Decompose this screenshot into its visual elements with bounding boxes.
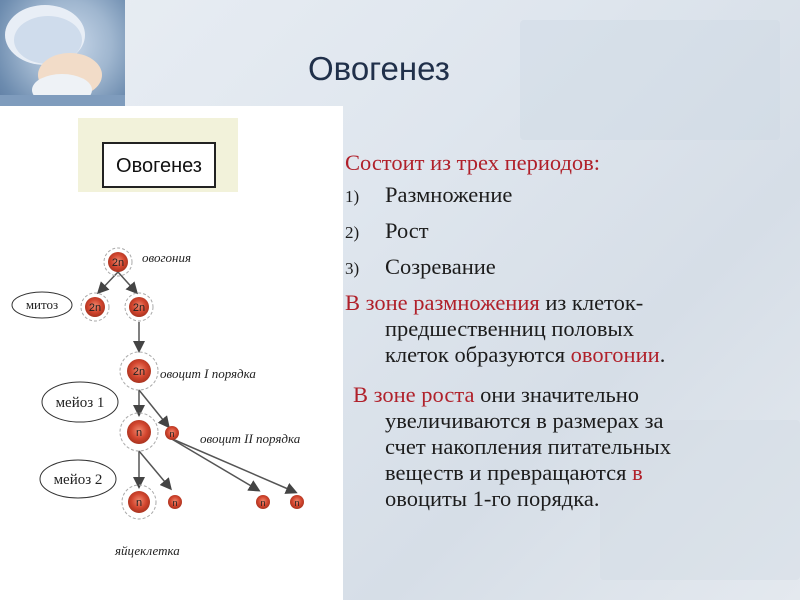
svg-text:2n: 2n	[111, 257, 125, 269]
label-oocyte1: овоцит I порядка	[160, 366, 256, 381]
egg-cell	[128, 491, 150, 513]
diagram-panel	[0, 106, 343, 600]
list-item	[345, 182, 790, 210]
list-number: 2)	[345, 223, 360, 242]
label-meiosis2: мейоз 2	[53, 472, 103, 488]
slide-title: Овогенез	[308, 50, 450, 87]
svg-text:n: n	[169, 429, 175, 439]
label-egg: яйцеклетка	[115, 543, 180, 558]
mitosis-cell-left	[85, 297, 105, 317]
secondary-oocyte-cell	[127, 420, 151, 444]
list-text: Размножение	[385, 182, 513, 207]
label-meiosis1: мейоз 1	[55, 395, 105, 411]
oogenesis-diagram	[0, 106, 343, 600]
oogonium-cell	[108, 252, 128, 272]
polar-body-1	[165, 426, 179, 440]
svg-text:2n: 2n	[88, 302, 102, 314]
label-oocyte2: овоцит II порядка	[200, 431, 301, 446]
svg-text:n: n	[294, 498, 300, 508]
list-text: Созревание	[385, 254, 496, 279]
list-number: 1)	[345, 187, 360, 206]
polar-body-2	[168, 495, 182, 509]
growth-zone-paragraph: В зоне роста они значительно увеличиваются в размерах за счет накопления питательных веществ и превращаются в овоциты 1-го порядка.	[353, 382, 671, 511]
periods-heading: Состоит из трех периодов:	[345, 150, 601, 175]
svg-text:n: n	[260, 498, 266, 508]
surgeon-image	[0, 0, 125, 110]
polar-body-4	[290, 495, 304, 509]
reproduction-zone-paragraph: В зоне размножения из клеток- предшественниц половых клеток образуются овогонии.	[345, 290, 666, 367]
content-text	[345, 150, 790, 512]
label-oogonia: овогония	[142, 250, 192, 265]
list-text: Рост	[385, 218, 429, 243]
background-shape	[520, 20, 780, 140]
header-photo	[0, 0, 125, 110]
list-item	[345, 254, 790, 282]
svg-text:2n: 2n	[132, 366, 146, 378]
primary-oocyte-cell	[127, 359, 151, 383]
label-mitosis: митоз	[25, 297, 59, 312]
svg-text:n: n	[172, 498, 178, 508]
list-item	[345, 218, 790, 246]
svg-text:2n: 2n	[132, 302, 146, 314]
diagram-title: Овогенез	[116, 155, 202, 177]
mitosis-cell-right	[129, 297, 149, 317]
list-number: 3)	[345, 259, 360, 278]
svg-text:n: n	[135, 427, 143, 439]
polar-body-3	[256, 495, 270, 509]
svg-text:n: n	[135, 497, 143, 509]
